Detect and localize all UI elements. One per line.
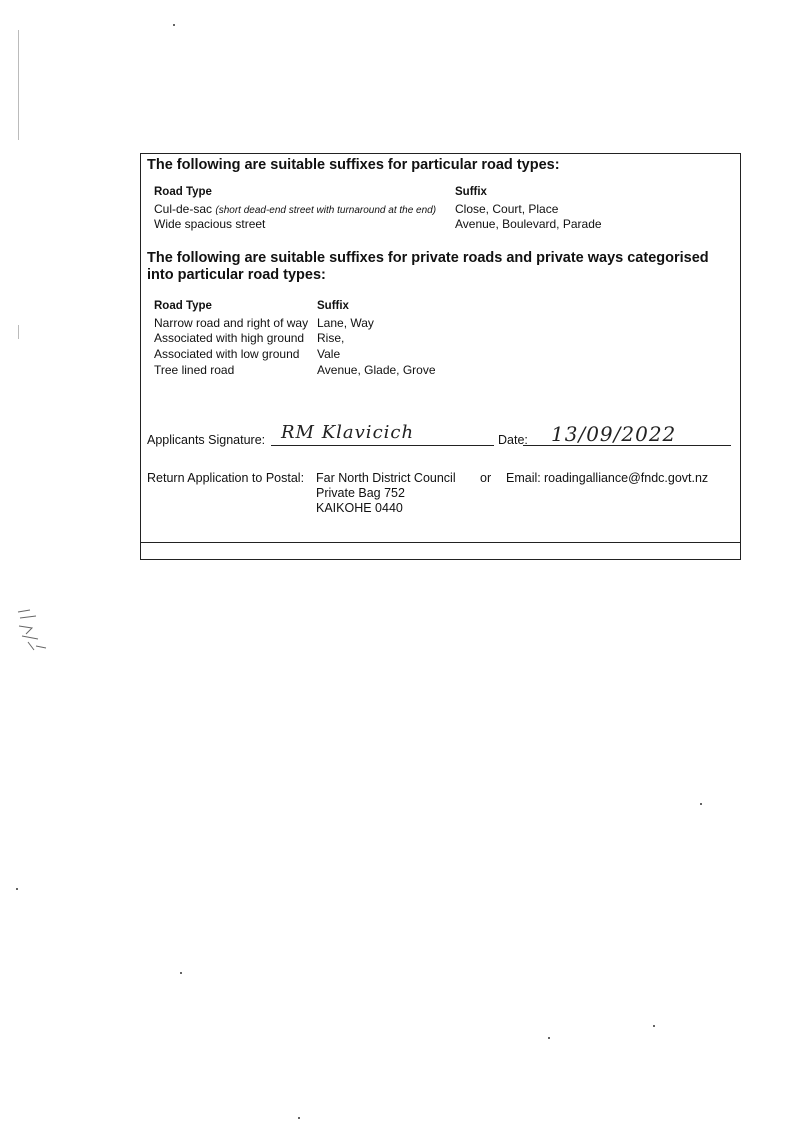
road-type-cell: Tree lined road	[154, 363, 235, 377]
road-type-cell: Associated with low ground	[154, 347, 300, 361]
email-label: Email:	[506, 471, 541, 485]
email-address: roadingalliance@fndc.govt.nz	[544, 471, 709, 485]
scan-margin-mark	[18, 325, 19, 339]
road-type-cell: Cul-de-sac	[154, 202, 213, 216]
address-line-1: Far North District Council	[316, 471, 456, 485]
section1-col-suffix: Suffix	[455, 186, 487, 198]
suffix-cell: Avenue, Glade, Grove	[317, 363, 436, 377]
table-row	[154, 202, 436, 218]
suffix-cell: Lane, Way	[317, 316, 374, 330]
form-bottom-divider	[141, 542, 740, 543]
scan-margin-mark	[18, 30, 19, 140]
date-handwriting: 13/09/2022	[551, 422, 677, 446]
section2-col-road-type: Road Type	[154, 300, 212, 312]
address-line-2: Private Bag 752	[316, 486, 405, 500]
section2-col-suffix: Suffix	[317, 300, 349, 312]
scan-speck	[298, 1117, 300, 1119]
section2-heading: The following are suitable suffixes for private roads and private ways categorised into particular road types:	[147, 250, 709, 283]
signature-handwriting: RM Klavicich	[281, 422, 415, 443]
scan-speck	[548, 1037, 550, 1039]
suffix-cell: Vale	[317, 347, 341, 361]
scan-speck	[16, 888, 18, 890]
suffix-cell: Close, Court, Place	[455, 202, 559, 216]
road-type-cell: Associated with high ground	[154, 331, 305, 345]
road-type-cell: Wide spacious street	[154, 217, 266, 231]
section1-col-road-type: Road Type	[154, 186, 212, 198]
road-suffix-form-box	[140, 153, 741, 560]
signature-line	[271, 445, 494, 446]
signature-label: Applicants Signature:	[147, 433, 266, 447]
section1-heading: The following are suitable suffixes for particular road types:	[147, 157, 560, 173]
road-type-note: (short dead-end street with turnaround at the end)	[215, 205, 437, 216]
or-text: or	[480, 471, 492, 485]
scan-speck	[653, 1025, 655, 1027]
scan-speck	[700, 803, 702, 805]
date-label: Date:	[498, 433, 528, 447]
scan-scribble-mark	[16, 606, 56, 656]
suffix-cell: Rise,	[317, 331, 345, 345]
scan-speck	[173, 24, 175, 26]
address-line-3: KAIKOHE 0440	[316, 501, 403, 515]
suffix-cell: Avenue, Boulevard, Parade	[455, 217, 602, 231]
scan-speck	[180, 972, 182, 974]
return-label: Return Application to Postal:	[147, 471, 305, 485]
road-type-cell: Narrow road and right of way	[154, 316, 309, 330]
